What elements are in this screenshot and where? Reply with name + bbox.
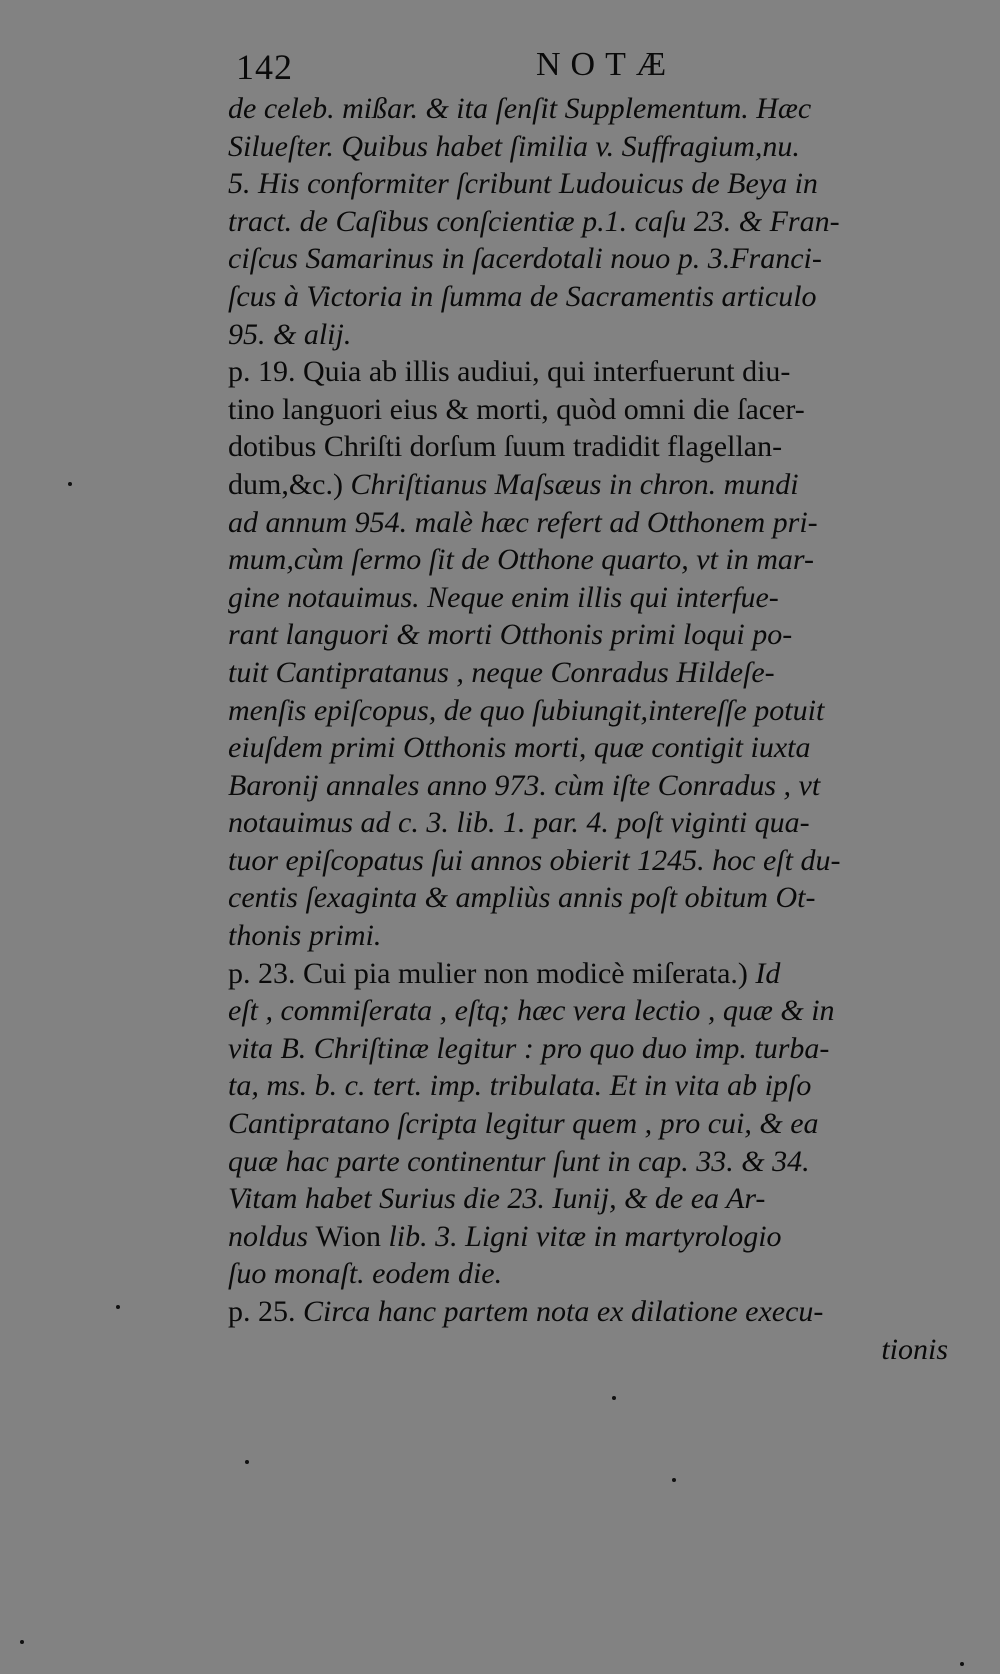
roman-segment: dum,&c.) xyxy=(228,467,351,501)
text-line xyxy=(228,804,948,842)
roman-segment: tino languori eius & morti, quòd omni die ſacer- xyxy=(228,392,805,426)
italic-segment: tuor epiſcopatus ſui annos obierit 1245. hoc eſt du- xyxy=(228,843,841,877)
scan-speck xyxy=(116,1305,120,1309)
roman-segment: Wion xyxy=(315,1219,389,1253)
roman-segment: p. 23. Cui pia mulier non modicè miſerata.) xyxy=(228,956,756,990)
italic-segment: lib. 3. Ligni vitæ in martyrologio xyxy=(388,1219,782,1253)
text-line xyxy=(228,1218,948,1256)
text-line xyxy=(228,1030,948,1068)
text-line xyxy=(228,1105,948,1143)
roman-segment: p. 19. Quia ab illis audiui, qui interfuerunt diu- xyxy=(228,355,791,389)
italic-segment: Silueſter. Quibus habet ſimilia v. Suffragium,nu. xyxy=(228,129,800,163)
italic-segment: notauimus ad c. 3. lib. 1. par. 4. poſt viginti qua- xyxy=(228,806,810,840)
scan-speck xyxy=(672,1478,676,1482)
italic-segment: Id xyxy=(755,956,781,990)
italic-segment: tionis xyxy=(881,1332,948,1366)
italic-segment: Vitam habet Surius die 23. Iunij, & de ea Ar- xyxy=(228,1182,766,1216)
text-line xyxy=(228,504,948,542)
scan-speck xyxy=(68,482,72,486)
text-line xyxy=(228,1067,948,1105)
italic-segment: noldus xyxy=(228,1219,316,1253)
text-line xyxy=(228,428,948,466)
roman-segment: dotibus Chriſti dorſum ſuum tradidit flagellan- xyxy=(228,430,783,464)
text-line xyxy=(228,1255,948,1293)
page-header xyxy=(236,40,956,88)
roman-segment: p. 25. xyxy=(228,1295,303,1328)
text-line xyxy=(228,1180,948,1218)
text-line xyxy=(228,466,948,504)
text-line xyxy=(228,842,948,880)
scan-speck xyxy=(20,1640,24,1644)
text-line xyxy=(228,955,948,993)
text-line xyxy=(228,1293,948,1331)
body-text xyxy=(228,90,948,1368)
italic-segment: thonis primi. xyxy=(228,919,382,953)
text-line xyxy=(228,1143,948,1181)
text-line xyxy=(228,165,948,203)
running-head: NOTÆ xyxy=(536,46,677,83)
text-line xyxy=(228,541,948,579)
text-line xyxy=(228,579,948,617)
text-line xyxy=(228,1331,948,1369)
italic-segment: ciſcus Samarinus in ſacerdotali nouo p. 3.Franci- xyxy=(228,242,822,276)
italic-segment: centis ſexaginta & ampliùs annis poſt obitum Ot- xyxy=(228,881,816,915)
text-line xyxy=(228,90,948,128)
italic-segment: Chriſtianus Maſsæus in chron. mundi xyxy=(350,467,799,501)
text-line xyxy=(228,692,948,730)
italic-segment: tract. de Caſibus conſcientiæ p.1. caſu 23. & Fran- xyxy=(228,204,840,238)
page-number: 142 xyxy=(236,47,293,87)
scan-speck xyxy=(612,1396,616,1400)
italic-segment: mum,cùm ſermo ſit de Otthone quarto, vt in mar- xyxy=(228,543,814,577)
text-line xyxy=(228,767,948,805)
text-line xyxy=(228,240,948,278)
italic-segment: eiuſdem primi Otthonis morti, quæ contigit iuxta xyxy=(228,731,811,765)
text-line xyxy=(228,203,948,241)
text-line xyxy=(228,278,948,316)
text-line xyxy=(228,917,948,955)
scan-speck xyxy=(960,1662,964,1666)
text-line xyxy=(228,616,948,654)
italic-segment: tuit Cantipratanus , neque Conradus Hildeſe- xyxy=(228,655,775,689)
italic-segment: eſt , commiſerata , eſtq; hæc vera lectio , quæ & in xyxy=(228,994,835,1028)
italic-segment: rant languori & morti Otthonis primi loqui po- xyxy=(228,618,793,652)
italic-segment: ad annum 954. malè hæc refert ad Otthonem pri- xyxy=(228,505,818,539)
italic-segment: 5. His conformiter ſcribunt Ludouicus de Beya in xyxy=(228,167,818,201)
text-line xyxy=(228,729,948,767)
italic-segment: quæ hac parte continentur ſunt in cap. 33. & 34. xyxy=(228,1144,810,1178)
text-line xyxy=(228,128,948,166)
text-line xyxy=(228,391,948,429)
scan-speck xyxy=(245,1460,249,1464)
italic-segment: ſuo monaſt. eodem die. xyxy=(228,1257,503,1291)
text-line xyxy=(228,353,948,391)
text-line xyxy=(228,316,948,354)
italic-segment: Cantipratano ſcripta legitur quem , pro cui, & ea xyxy=(228,1107,819,1141)
italic-segment: gine notauimus. Neque enim illis qui interfue- xyxy=(228,580,779,614)
text-line xyxy=(228,654,948,692)
italic-segment: 95. & alij. xyxy=(228,317,352,351)
italic-segment: de celeb. mißar. & ita ſenſit Supplementum. Hæc xyxy=(228,92,812,125)
italic-segment: vita B. Chriſtinæ legitur : pro quo duo imp. turba- xyxy=(228,1031,830,1065)
italic-segment: Circa hanc partem nota ex dilatione execu- xyxy=(303,1295,824,1328)
italic-segment: Baronij annales anno 973. cùm iſte Conradus , vt xyxy=(228,768,821,802)
italic-segment: ſcus à Victoria in ſumma de Sacramentis articulo xyxy=(228,279,817,313)
text-line xyxy=(228,992,948,1030)
italic-segment: ta, ms. b. c. tert. imp. tribulata. Et in vita ab ipſo xyxy=(228,1069,812,1103)
text-line xyxy=(228,879,948,917)
italic-segment: menſis epiſcopus, de quo ſubiungit,intereſſe potuit xyxy=(228,693,825,727)
